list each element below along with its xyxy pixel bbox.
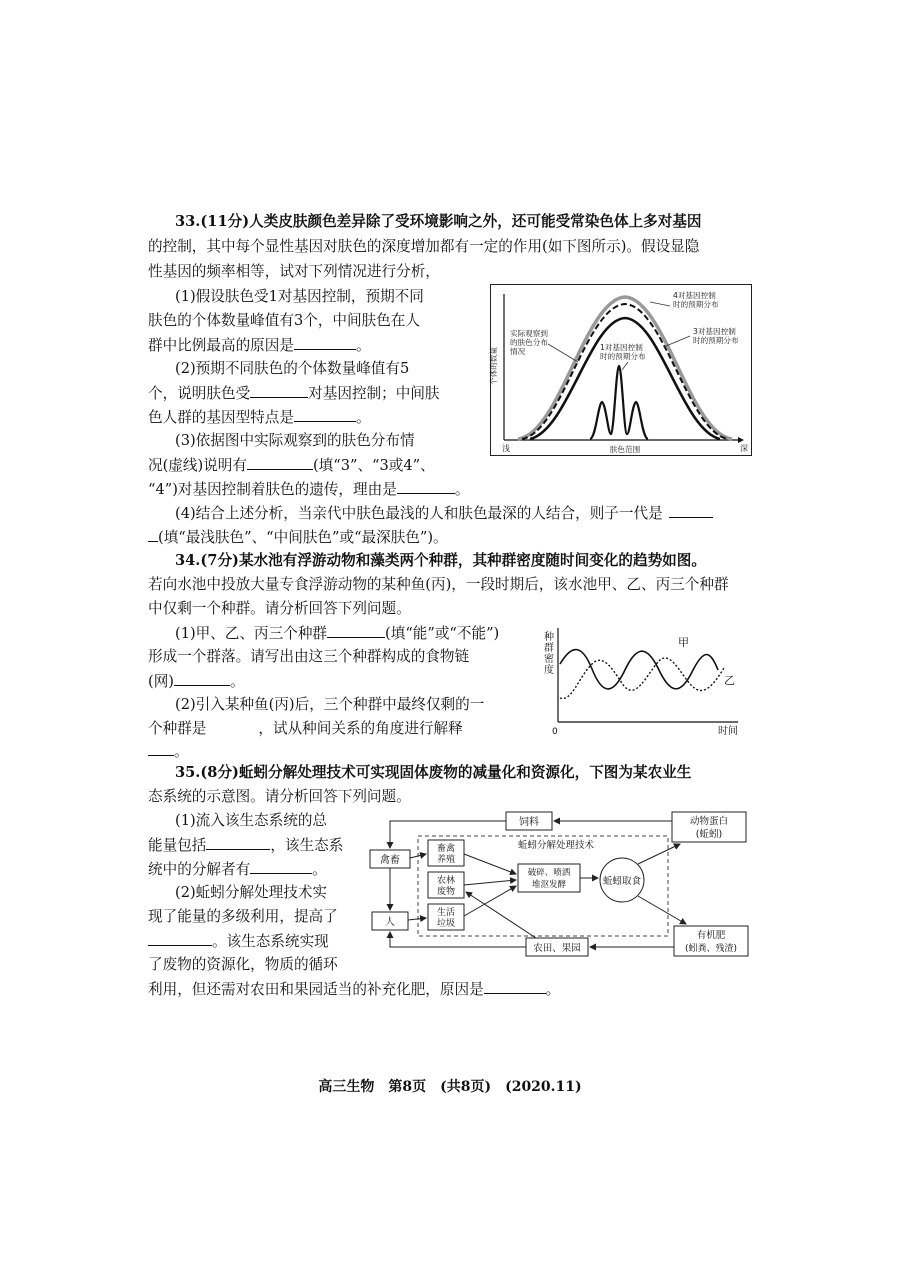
- population-density-figure: [538, 624, 748, 738]
- skin-color-chart: [490, 284, 752, 456]
- x-axis-left-label: 浅: [502, 444, 510, 453]
- period: 。: [545, 981, 561, 998]
- q33-sub3-post: (填“3”、“3或4”、: [312, 457, 435, 474]
- organic-fertilizer-line2: (蚓粪、残渣): [684, 944, 738, 954]
- q35-sub1-post: ，该生态系: [270, 837, 344, 854]
- y-axis-label: 个体的数量: [489, 347, 498, 385]
- q33-sub2-post: 对基因控制；中间肤: [308, 385, 440, 402]
- y-label-char-1: 种: [544, 632, 554, 643]
- q33-sub2-pre: 个，说明肤色受: [148, 385, 251, 402]
- period: 。: [355, 409, 371, 426]
- period: 。: [355, 337, 371, 354]
- x-axis-arrow: [738, 437, 744, 443]
- q33-line1: 33.(11分)人类皮肤颜色差异除了受环境影响之外，还可能受常染色体上多对基因: [175, 213, 702, 230]
- q34-sub1-post: (填“能”或“不能”): [385, 625, 500, 642]
- y-label-char-4: 度: [544, 665, 554, 676]
- q33-sub1-line1: (1)假设肤色受1对基因控制，预期不同: [175, 288, 424, 305]
- q35-sub2-post: 。该生态系统实现: [212, 933, 329, 950]
- breeding-line1: 畜禽: [436, 844, 456, 854]
- label-observed-line1: 实际观察到: [510, 329, 548, 338]
- period: 。: [174, 743, 189, 760]
- crush-ferment-line1: 破碎、喷洒: [527, 868, 571, 878]
- human-label: 人: [385, 917, 395, 928]
- origin-label: 0: [552, 727, 558, 737]
- answer-blank[interactable]: [294, 407, 356, 422]
- q34-sub1-line3: [148, 671, 245, 691]
- answer-blank[interactable]: [148, 527, 158, 542]
- q34-sub2-post: ，试从种间关系的角度进行解释: [258, 720, 463, 737]
- series-yi-line: [560, 658, 724, 698]
- x-axis-label: 时间: [718, 726, 738, 737]
- q33-sub4-text: (4)结合上述分析，当亲代中肤色最浅的人和肤色最深的人结合，则子一代是: [175, 505, 663, 522]
- q33-sub2-line2: [148, 383, 440, 403]
- q33-sub1-line3: [148, 335, 371, 355]
- answer-blank[interactable]: [397, 479, 455, 494]
- skin-color-figure: [490, 284, 752, 456]
- q34-sub1-prefix: (网): [148, 673, 174, 690]
- answer-blank[interactable]: [669, 503, 713, 518]
- q34-line2: 若向水池中投放大量专食浮游动物的某种鱼(丙)，一段时期后，该水池甲、乙、丙三个种群: [148, 576, 729, 593]
- q34-sub2-line3: [148, 741, 189, 761]
- q35-sub3-text: 利用，但还需对农田和果园适当的补充化肥，原因是: [148, 981, 484, 998]
- q35-sub1-line2: [148, 835, 343, 855]
- farm-waste-line1: 农林: [436, 876, 456, 886]
- q33-sub3-pre: 况(虚线)说明有: [148, 457, 247, 474]
- q33-sub3-line3: [148, 479, 469, 499]
- crush-ferment-line2: 堆沤发酵: [531, 880, 567, 890]
- q34-line1: 34.(7分)某水池有浮游动物和藻类两个种群，其种群密度随时间变化的趋势如图。: [175, 552, 706, 569]
- q35-sub1-line1: (1)流入该生态系统的总: [175, 812, 328, 829]
- q35-sub2-line2: 现了能量的多级利用，提高了: [148, 908, 338, 925]
- q33-sub4-hint: (填“最浅肤色”、“中间肤色”或“最深肤色”)。: [158, 529, 448, 546]
- x-axis-right-label: 深: [740, 444, 748, 453]
- label-observed-line3: 情况: [510, 347, 526, 356]
- q35-sub1-prefix: 统中的分解者有: [148, 861, 251, 878]
- ecosystem-diagram: [366, 808, 752, 960]
- answer-blank[interactable]: [148, 931, 212, 946]
- answer-blank[interactable]: [148, 741, 174, 756]
- answer-blank[interactable]: [250, 383, 308, 398]
- label-4-genes-line1: 4对基因控制: [673, 291, 716, 300]
- q33-line2: 的控制，其中每个显性基因对肤色的深度增加都有一定的作用(如下图所示)。假设显隐: [148, 238, 700, 255]
- q33-sub1-text: 群中比例最高的原因是: [148, 337, 294, 354]
- q35-sub2-line4: 了废物的资源化，物质的循环: [148, 956, 338, 973]
- feed-label: 饲料: [519, 817, 539, 828]
- q33-sub4-line1: [175, 503, 713, 523]
- series-yi-label: 乙: [724, 674, 735, 687]
- q33-sub3-text: “4”)对基因控制着肤色的遗传，理由是: [148, 481, 397, 498]
- answer-blank[interactable]: [294, 335, 356, 350]
- q35-sub2-line3: [148, 931, 329, 951]
- y-label-char-2: 群: [544, 643, 554, 654]
- page-footer: 高三生物 第8页 (共8页) (2020.11): [318, 1079, 582, 1095]
- q34-line3: 中仅剩一个种群。请分析回答下列问题。: [148, 600, 411, 617]
- earthworm-label: 蚯蚓取食: [602, 876, 642, 887]
- q34-sub2-line2: [148, 719, 463, 738]
- q34-sub1-pre: (1)甲、乙、丙三个种群: [175, 625, 328, 642]
- animal-protein-line2: (蚯蚓): [695, 829, 723, 840]
- answer-blank[interactable]: [206, 835, 270, 850]
- q35-line2: 态系统的示意图。请分析回答下列问题。: [148, 788, 411, 805]
- y-label-char-3: 密: [544, 654, 554, 665]
- garbage-line1: 生活: [436, 908, 456, 918]
- series-jia-label: 甲: [678, 636, 689, 649]
- label-3-genes-line2: 时的预期分布: [693, 336, 739, 345]
- x-axis-label: 肤色范围: [609, 445, 641, 454]
- label-4-genes-line2: 时的预期分布: [673, 300, 719, 309]
- q34-sub2-pre: 个种群是: [148, 720, 207, 737]
- series-jia-line: [560, 650, 718, 689]
- q35-sub2-line1: (2)蚯蚓分解处理技术实: [175, 884, 328, 901]
- garbage-line2: 垃圾: [436, 919, 456, 929]
- period: 。: [229, 673, 245, 690]
- period: 。: [454, 481, 470, 498]
- curve-1-gene: [590, 366, 648, 439]
- q34-sub1-line1: [175, 623, 499, 643]
- label-3-genes-line1: 3对基因控制: [693, 327, 736, 336]
- answer-blank[interactable]: [247, 455, 313, 470]
- q33-line3: 性基因的频率相等，试对下列情况进行分析，: [148, 263, 440, 280]
- label-1-gene-line2: 时的预期分布: [600, 352, 646, 361]
- answer-blank[interactable]: [174, 671, 230, 686]
- q35-line1: 35.(8分)蚯蚓分解处理技术可实现固体废物的减量化和资源化，下图为某农业生: [175, 764, 692, 781]
- q33-sub3-line2: [148, 455, 435, 475]
- q33-sub3-line1: (3)依据图中实际观察到的肤色分布情: [175, 432, 415, 449]
- ecosystem-svg: [366, 808, 752, 960]
- q33-sub2-line1: (2)预期不同肤色的个体数量峰值有5: [175, 360, 410, 377]
- answer-blank[interactable]: [484, 979, 546, 994]
- q34-sub1-line2: 形成一个群落。请写出由这三个种群构成的食物链: [148, 648, 470, 665]
- organic-fertilizer-line1: 有机肥: [696, 930, 726, 941]
- breeding-line2: 养殖: [436, 855, 456, 865]
- q33-sub4-line2: [148, 527, 448, 547]
- label-1-gene-line1: 1对基因控制: [600, 343, 643, 352]
- q35-sub3-line: [148, 979, 560, 999]
- q33-sub2-text: 色人群的基因型特点是: [148, 409, 294, 426]
- animal-protein-line1: 动物蛋白: [689, 816, 729, 827]
- livestock-label: 禽畜: [380, 855, 400, 866]
- period: 。: [312, 861, 327, 878]
- tech-label: 蚯蚓分解处理技术: [518, 840, 595, 851]
- q34-sub2-line1: (2)引入某种鱼(丙)后，三个种群中最终仅剩的一: [175, 696, 485, 713]
- population-chart: [538, 624, 748, 738]
- farmland-label: 农田、果园: [533, 943, 581, 954]
- q33-sub2-line3: [148, 407, 371, 427]
- label-observed-line2: 的肤色分布: [510, 338, 548, 347]
- farm-waste-line2: 废物: [436, 887, 456, 897]
- q35-sub1-line3: [148, 859, 327, 879]
- q35-sub1-pre: 能量包括: [148, 837, 207, 854]
- answer-blank[interactable]: [327, 623, 385, 638]
- q33-sub1-line2: 肤色的个体数量峰值有3个，中间肤色在人: [148, 312, 420, 329]
- answer-blank[interactable]: [250, 859, 312, 874]
